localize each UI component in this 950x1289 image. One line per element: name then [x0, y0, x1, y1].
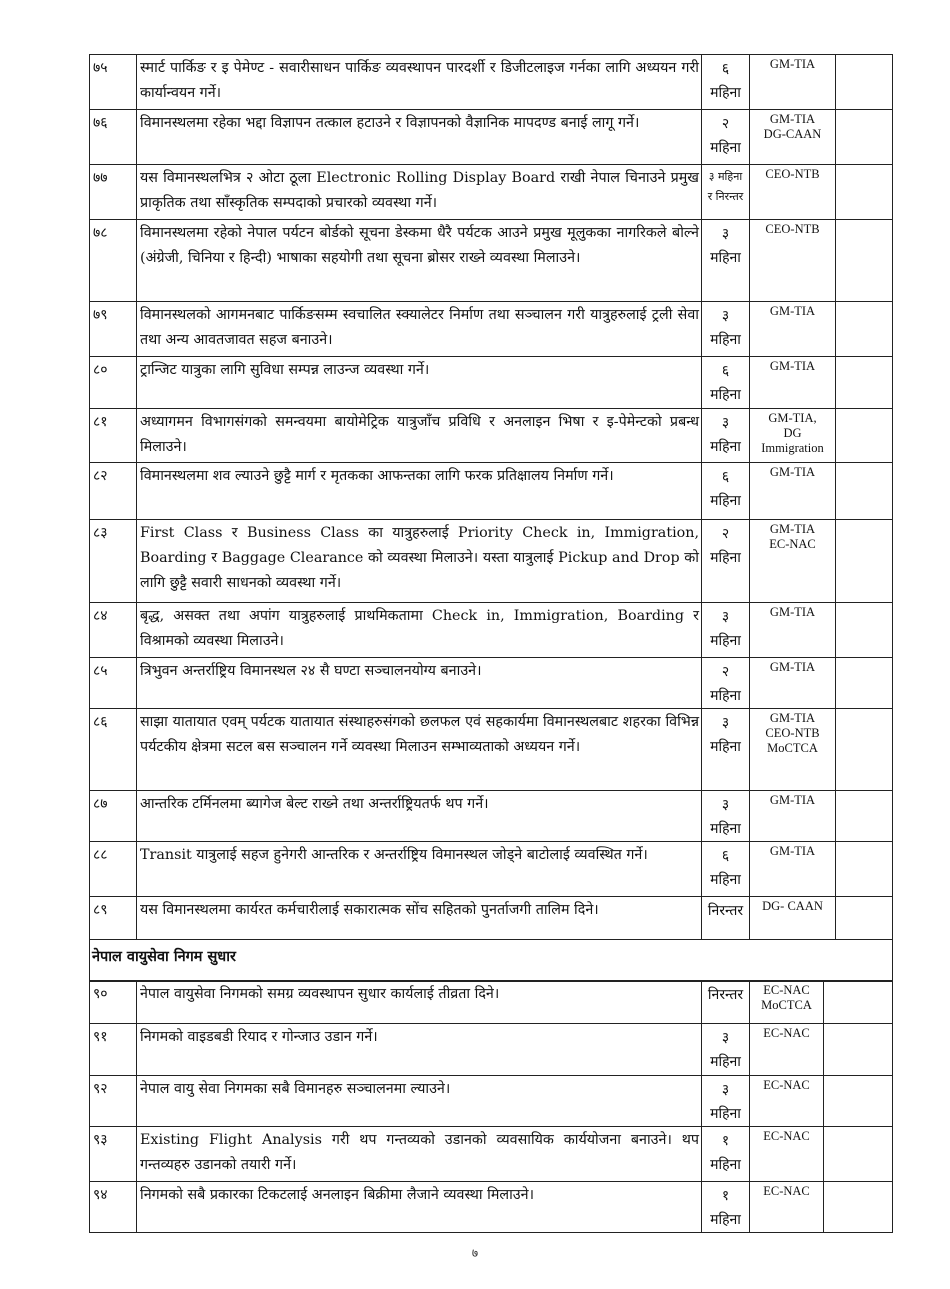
duration-cell — [702, 357, 750, 409]
duration-text: महिना — [710, 1054, 741, 1070]
remarks-cell — [836, 603, 893, 658]
duration-text: ३ — [721, 226, 730, 242]
row-number: ८७ — [90, 791, 137, 842]
table-row — [90, 709, 893, 791]
duration-text: महिना — [710, 739, 741, 755]
duration-cell — [702, 165, 750, 220]
remarks-cell — [836, 520, 893, 603]
responsible-cell — [750, 463, 836, 520]
remarks-cell — [836, 409, 893, 463]
action-plan-table — [89, 54, 893, 982]
responsible-cell — [750, 791, 836, 842]
duration-cell — [702, 709, 750, 791]
duration-text: महिना — [710, 85, 741, 101]
responsible-cell — [750, 603, 836, 658]
table-row — [90, 55, 893, 110]
duration-text: महिना — [710, 872, 741, 888]
duration-text: निरन्तर — [707, 903, 744, 919]
duration-text: २ — [721, 664, 730, 680]
table-row — [90, 842, 893, 897]
duration-text: ६ — [721, 469, 730, 485]
row-number: ८८ — [90, 842, 137, 897]
duration-cell — [702, 110, 750, 165]
remarks-cell — [836, 165, 893, 220]
duration-text: ३ महिना — [708, 170, 743, 183]
row-number: ८२ — [90, 463, 137, 520]
duration-text: महिना — [710, 1212, 741, 1228]
duration-text: र निरन्तर — [707, 190, 744, 203]
duration-cell — [702, 520, 750, 603]
table-row — [90, 981, 893, 1024]
table-row — [90, 1127, 893, 1182]
remarks-cell — [836, 791, 893, 842]
responsible-cell — [750, 1076, 824, 1127]
responsible-cell — [750, 302, 836, 357]
responsible-cell — [750, 1127, 824, 1182]
remarks-cell — [824, 1076, 893, 1127]
row-number: ९४ — [90, 1182, 137, 1233]
remarks-cell — [836, 220, 893, 302]
action-description: आन्तरिक टर्मिनलमा ब्यागेज बेल्ट राख्ने तथा अन्तर्राष्ट्रियतर्फ थप गर्ने। — [137, 791, 702, 842]
action-description: त्रिभुवन अन्तर्राष्ट्रिय विमानस्थल २४ सै घण्टा सञ्चालनयोग्य बनाउने। — [137, 658, 702, 709]
responsible-cell — [750, 165, 836, 220]
row-number: ९३ — [90, 1127, 137, 1182]
responsible-cell — [750, 897, 836, 940]
responsible-agency: CEO-NTB — [765, 222, 820, 236]
responsible-agency: GM-TIA — [769, 465, 816, 479]
responsible-agency: EC-NAC — [769, 537, 816, 551]
action-description: Transit यात्रुलाई सहज हुनेगरी आन्तरिक र अन्तर्राष्ट्रिय विमानस्थल जोड्ने बाटोलाई व्यवस्थित गर्ने। — [137, 842, 702, 897]
duration-text: २ — [721, 526, 730, 542]
duration-text: महिना — [710, 550, 741, 566]
duration-text: महिना — [710, 688, 741, 704]
table-row — [90, 1182, 893, 1233]
row-number: ९० — [90, 981, 137, 1024]
responsible-agency: EC-NAC — [763, 1026, 810, 1040]
remarks-cell — [836, 55, 893, 110]
duration-text: महिना — [710, 1106, 741, 1122]
responsible-cell — [750, 1024, 824, 1076]
duration-cell — [702, 1127, 750, 1182]
responsible-agency: MoCTCA — [767, 741, 818, 755]
table-row — [90, 897, 893, 940]
action-plan-table-nac — [89, 980, 893, 1233]
duration-cell — [702, 302, 750, 357]
action-description: ट्रान्जिट यात्रुका लागि सुविधा सम्पन्न लाउन्ज व्यवस्था गर्ने। — [137, 357, 702, 409]
action-description: विमानस्थलमा रहेका भद्दा विज्ञापन तत्काल हटाउने र विज्ञापनको वैज्ञानिक मापदण्ड बनाई लागू गर्ने। — [137, 110, 702, 165]
table-row — [90, 110, 893, 165]
responsible-cell — [750, 110, 836, 165]
row-number: ८९ — [90, 897, 137, 940]
duration-cell — [702, 981, 750, 1024]
responsible-agency: EC-NAC — [763, 1129, 810, 1143]
table-row — [90, 658, 893, 709]
duration-cell — [702, 55, 750, 110]
row-number: ७७ — [90, 165, 137, 220]
remarks-cell — [824, 1024, 893, 1076]
duration-cell — [702, 603, 750, 658]
responsible-agency: GM-TIA — [769, 304, 816, 318]
action-description: स्मार्ट पार्किङ र इ पेमेण्ट - सवारीसाधन पार्किङ व्यवस्थापन पारदर्शी र डिजीटलाइज गर्नका लागि अध्ययन गरी कार्यान्वयन गर्ने। — [137, 55, 702, 110]
responsible-agency: GM-TIA — [769, 793, 816, 807]
row-number: ९१ — [90, 1024, 137, 1076]
duration-text: महिना — [710, 493, 741, 509]
responsible-cell — [750, 658, 836, 709]
responsible-agency: DG — [783, 426, 802, 440]
duration-cell — [702, 220, 750, 302]
duration-cell — [702, 409, 750, 463]
duration-cell — [702, 658, 750, 709]
table-row — [90, 302, 893, 357]
action-description: यस विमानस्थलमा कार्यरत कर्मचारीलाई सकारात्मक सोंच सहितको पुनर्ताजगी तालिम दिने। — [137, 897, 702, 940]
responsible-agency: GM-TIA, — [768, 411, 817, 425]
row-number: ८४ — [90, 603, 137, 658]
duration-text: महिना — [710, 140, 741, 156]
action-description: विमानस्थलको आगमनबाट पार्किङसम्म स्वचालित स्क्यालेटर निर्माण तथा सञ्चालन गरी यात्रुहरुलाई ट्रली सेवा तथा अन्य आवतजावत सहज बनाउने। — [137, 302, 702, 357]
row-number: ८१ — [90, 409, 137, 463]
duration-text: ६ — [721, 61, 730, 77]
responsible-cell — [750, 709, 836, 791]
duration-text: ३ — [721, 1082, 730, 1098]
duration-text: महिना — [710, 821, 741, 837]
responsible-cell — [750, 357, 836, 409]
row-number: ७५ — [90, 55, 137, 110]
action-description: निगमको वाइडबडी रियाद र गोन्जाउ उडान गर्ने। — [137, 1024, 702, 1076]
duration-text: ३ — [721, 715, 730, 731]
table-row — [90, 463, 893, 520]
action-description: अध्यागमन विभागसंगको समन्वयमा बायोमेट्रिक यात्रुजाँच प्रविधि र अनलाइन भिषा र इ-पेमेन्टको प्रबन्ध मिलाउने। — [137, 409, 702, 463]
remarks-cell — [824, 1182, 893, 1233]
duration-cell — [702, 1076, 750, 1127]
remarks-cell — [836, 842, 893, 897]
responsible-agency: GM-TIA — [769, 844, 816, 858]
row-number: ८० — [90, 357, 137, 409]
responsible-cell — [750, 220, 836, 302]
responsible-cell — [750, 409, 836, 463]
responsible-agency: MoCTCA — [761, 998, 812, 1012]
table-row — [90, 220, 893, 302]
action-description: नेपाल वायु सेवा निगमका सबै विमानहरु सञ्चालनमा ल्याउने। — [137, 1076, 702, 1127]
duration-text: महिना — [710, 387, 741, 403]
action-description: यस विमानस्थलभित्र २ ओटा ठूला Electronic Rolling Display Board राखी नेपाल चिनाउने प्रमुख प्राकृतिक तथा साँस्कृतिक सम्पदाको प्रचारको व्यवस्था गर्ने। — [137, 165, 702, 220]
duration-text: निरन्तर — [707, 987, 744, 1003]
row-number: ७९ — [90, 302, 137, 357]
remarks-cell — [836, 110, 893, 165]
table-row — [90, 357, 893, 409]
remarks-cell — [836, 357, 893, 409]
duration-text: ६ — [721, 363, 730, 379]
action-description: नेपाल वायुसेवा निगमको समग्र व्यवस्थापन सुधार कार्यलाई तीव्रता दिने। — [137, 981, 702, 1024]
remarks-cell — [824, 1127, 893, 1182]
action-description: बृद्ध, असक्त तथा अपांग यात्रुहरुलाई प्राथमिकतामा Check in, Immigration, Boarding र विश्रामको व्यवस्था मिलाउने। — [137, 603, 702, 658]
table-row — [90, 409, 893, 463]
responsible-cell — [750, 981, 824, 1024]
responsible-agency: EC-NAC — [763, 983, 810, 997]
responsible-cell — [750, 1182, 824, 1233]
duration-text: १ — [721, 1133, 730, 1149]
remarks-cell — [836, 709, 893, 791]
remarks-cell — [836, 897, 893, 940]
responsible-agency: GM-TIA — [769, 711, 816, 725]
responsible-cell — [750, 55, 836, 110]
duration-cell — [702, 1024, 750, 1076]
action-description: Existing Flight Analysis गरी थप गन्तव्यको उडानको व्यवसायिक कार्ययोजना बनाउने। थप गन्तव्यहरु उडानको तयारी गर्ने। — [137, 1127, 702, 1182]
duration-cell — [702, 897, 750, 940]
section-header-row — [90, 940, 893, 982]
page-number: ७ — [471, 1246, 479, 1260]
responsible-agency: GM-TIA — [769, 57, 816, 71]
section-title: नेपाल वायुसेवा निगम सुधार — [90, 940, 893, 982]
row-number: ७६ — [90, 110, 137, 165]
duration-cell — [702, 791, 750, 842]
responsible-agency: GM-TIA — [769, 660, 816, 674]
table-row — [90, 603, 893, 658]
table-row — [90, 520, 893, 603]
duration-cell — [702, 1182, 750, 1233]
duration-text: ३ — [721, 797, 730, 813]
duration-text: ३ — [721, 308, 730, 324]
action-description: निगमको सबै प्रकारका टिकटलाई अनलाइन बिक्रीमा लैजाने व्यवस्था मिलाउने। — [137, 1182, 702, 1233]
row-number: ७८ — [90, 220, 137, 302]
duration-cell — [702, 842, 750, 897]
responsible-agency: CEO-NTB — [765, 167, 820, 181]
duration-text: ६ — [721, 848, 730, 864]
action-description: विमानस्थलमा रहेको नेपाल पर्यटन बोर्डको सूचना डेस्कमा धैरै पर्यटक आउने प्रमुख मूलुकका नागरिकले बोल्ने (अंग्रेजी, चिनिया र हिन्दी) भाषाका सहयोगी तथा सूचना ब्रोसर राख्ने व्यवस्था मिलाउने। — [137, 220, 702, 302]
table-row — [90, 1024, 893, 1076]
duration-cell — [702, 463, 750, 520]
responsible-agency: GM-TIA — [769, 112, 816, 126]
responsible-agency: DG-CAAN — [763, 127, 822, 141]
duration-text: ३ — [721, 1030, 730, 1046]
responsible-agency: DG- CAAN — [762, 899, 823, 913]
row-number: ९२ — [90, 1076, 137, 1127]
responsible-agency: EC-NAC — [763, 1184, 810, 1198]
remarks-cell — [836, 658, 893, 709]
responsible-agency: CEO-NTB — [765, 726, 820, 740]
table-row — [90, 791, 893, 842]
remarks-cell — [824, 981, 893, 1024]
action-description: साझा यातायात एवम् पर्यटक यातायात संस्थाहरुसंगको छलफल एवं सहकार्यमा विमानस्थलबाट शहरका विभिन्न पर्यटकीय क्षेत्रमा सटल बस सञ्चालन गर्ने व्यवस्था मिलाउन सम्भाव्यताको अध्ययन गर्ने। — [137, 709, 702, 791]
responsible-cell — [750, 520, 836, 603]
action-description: विमानस्थलमा शव ल्याउने छुट्टै मार्ग र मृतकका आफन्तका लागि फरक प्रतिक्षालय निर्माण गर्ने। — [137, 463, 702, 520]
responsible-agency: EC-NAC — [763, 1078, 810, 1092]
duration-text: १ — [721, 1188, 730, 1204]
duration-text: महिना — [710, 1157, 741, 1173]
duration-text: महिना — [710, 332, 741, 348]
row-number: ८६ — [90, 709, 137, 791]
responsible-agency: GM-TIA — [769, 522, 816, 536]
responsible-agency: Immigration — [761, 441, 824, 455]
row-number: ८३ — [90, 520, 137, 603]
responsible-agency: GM-TIA — [769, 605, 816, 619]
duration-text: महिना — [710, 633, 741, 649]
row-number: ८५ — [90, 658, 137, 709]
responsible-agency: GM-TIA — [769, 359, 816, 373]
duration-text: महिना — [710, 439, 741, 455]
duration-text: ३ — [721, 415, 730, 431]
action-description: First Class र Business Class का यात्रुहरुलाई Priority Check in, Immigration, Boarding र Baggage Clearance को व्यवस्था मिलाउने। यस्ता यात्रुलाई Pickup and Drop को लागि छुट्टै सवारी साधनको व्यवस्था गर्ने। — [137, 520, 702, 603]
remarks-cell — [836, 463, 893, 520]
responsible-cell — [750, 842, 836, 897]
table-row — [90, 1076, 893, 1127]
remarks-cell — [836, 302, 893, 357]
duration-text: २ — [721, 116, 730, 132]
duration-text: महिना — [710, 250, 741, 266]
table-row — [90, 165, 893, 220]
duration-text: ३ — [721, 609, 730, 625]
